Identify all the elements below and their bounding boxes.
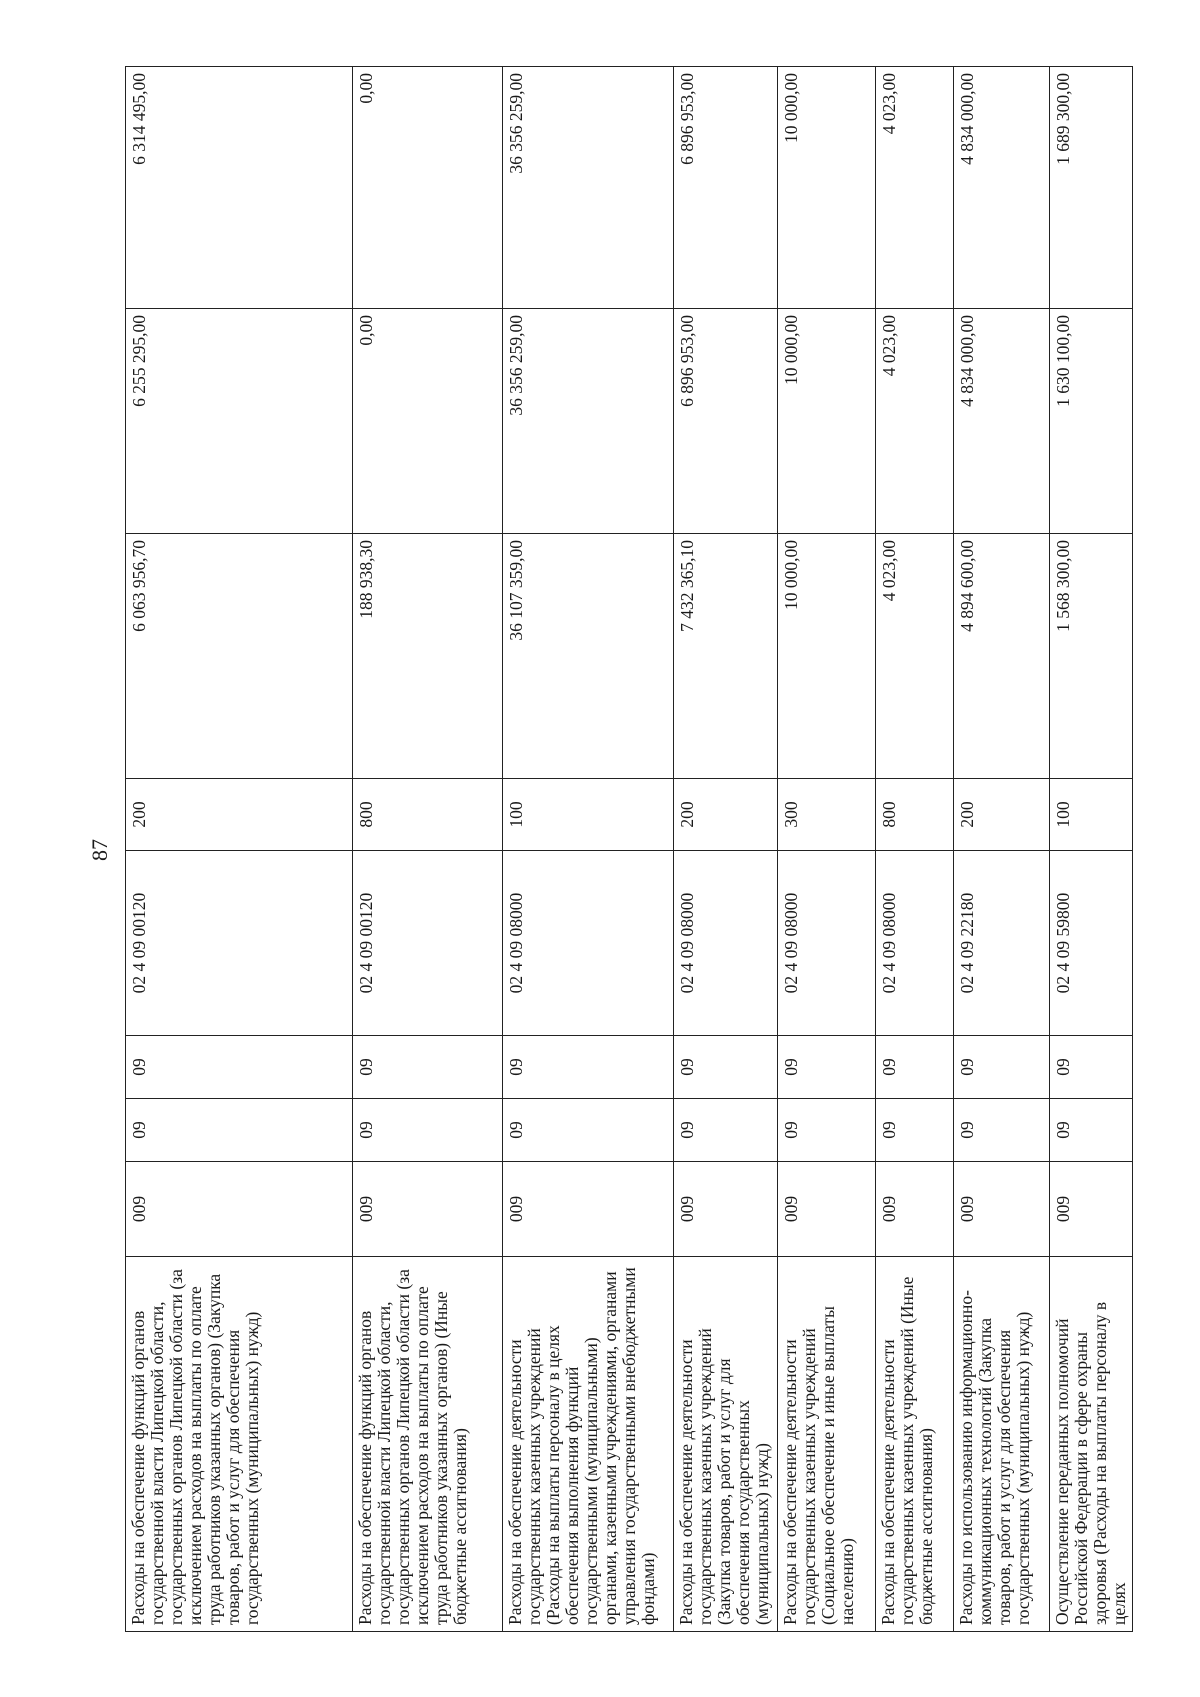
target-article-code: 02 4 09 22180	[954, 851, 1050, 1036]
subsection-code: 09	[126, 1036, 353, 1099]
table-row	[876, 67, 954, 1632]
section-code: 09	[674, 1099, 778, 1162]
amount-year-1: 10 000,00	[778, 534, 876, 779]
amount-year-1: 4 894 600,00	[954, 534, 1050, 779]
expense-type-code: 100	[1050, 779, 1133, 851]
subsection-code: 09	[778, 1036, 876, 1099]
section-code: 09	[778, 1099, 876, 1162]
budget-table-wrapper	[125, 67, 1129, 1632]
subsection-code: 09	[353, 1036, 503, 1099]
amount-year-3: 6 314 495,00	[126, 67, 353, 309]
amount-year-1: 6 063 956,70	[126, 534, 353, 779]
subsection-code: 09	[1050, 1036, 1133, 1099]
ministry-code: 009	[876, 1162, 954, 1257]
ministry-code: 009	[126, 1162, 353, 1257]
amount-year-3: 36 356 259,00	[503, 67, 674, 309]
ministry-code: 009	[353, 1162, 503, 1257]
amount-year-3: 4 834 000,00	[954, 67, 1050, 309]
subsection-code: 09	[876, 1036, 954, 1099]
amount-year-2: 4 834 000,00	[954, 309, 1050, 534]
table-body	[126, 67, 1133, 1632]
amount-year-1: 4 023,00	[876, 534, 954, 779]
amount-year-3: 1 689 300,00	[1050, 67, 1133, 309]
expense-type-code: 300	[778, 779, 876, 851]
target-article-code: 02 4 09 08000	[674, 851, 778, 1036]
amount-year-1: 36 107 359,00	[503, 534, 674, 779]
amount-year-2: 10 000,00	[778, 309, 876, 534]
target-article-code: 02 4 09 08000	[503, 851, 674, 1036]
amount-year-3: 10 000,00	[778, 67, 876, 309]
row-description: Расходы на обеспечение деятельности государственных казенных учреждений (Закупка товаров, работ и услуг для обеспечения государственных (муниципальных) нужд)	[674, 1257, 778, 1632]
section-code: 09	[1050, 1099, 1133, 1162]
row-description: Расходы на обеспечение деятельности государственных казенных учреждений (Расходы на выплаты персоналу в целях обеспечения выполнения функций государственными (муниципальными) органами, казенными учреждениями, органами управления государственными внебюджетными фондами)	[503, 1257, 674, 1632]
amount-year-3: 6 896 953,00	[674, 67, 778, 309]
amount-year-2: 6 255 295,00	[126, 309, 353, 534]
amount-year-1: 188 938,30	[353, 534, 503, 779]
page-number: 87	[87, 839, 112, 861]
row-description: Расходы на обеспечение функций органов государственной власти Липецкой области, государственных органов Липецкой области (за исключением расходов на выплаты по оплате труда работников указанных органов) (Иные бюджетные ассигнования)	[353, 1257, 503, 1632]
expense-type-code: 200	[674, 779, 778, 851]
expense-type-code: 800	[876, 779, 954, 851]
table-row	[1050, 67, 1133, 1632]
ministry-code: 009	[778, 1162, 876, 1257]
row-description: Расходы на обеспечение деятельности государственных казенных учреждений (Социальное обеспечение и иные выплаты населению)	[778, 1257, 876, 1632]
ministry-code: 009	[1050, 1162, 1133, 1257]
amount-year-2: 0,00	[353, 309, 503, 534]
section-code: 09	[954, 1099, 1050, 1162]
section-code: 09	[353, 1099, 503, 1162]
expense-type-code: 100	[503, 779, 674, 851]
amount-year-2: 1 630 100,00	[1050, 309, 1133, 534]
target-article-code: 02 4 09 08000	[876, 851, 954, 1036]
amount-year-2: 6 896 953,00	[674, 309, 778, 534]
expense-type-code: 200	[126, 779, 353, 851]
row-description: Расходы на обеспечение деятельности государственных казенных учреждений (Иные бюджетные ассигнования)	[876, 1257, 954, 1632]
row-description: Расходы на обеспечение функций органов государственной власти Липецкой области, государственных органов Липецкой области (за исключением расходов на выплаты по оплате труда работников указанных органов) (Закупка товаров, работ и услуг для обеспечения государственных (муниципальных) нужд)	[126, 1257, 353, 1632]
section-code: 09	[876, 1099, 954, 1162]
amount-year-3: 0,00	[353, 67, 503, 309]
amount-year-2: 4 023,00	[876, 309, 954, 534]
ministry-code: 009	[954, 1162, 1050, 1257]
target-article-code: 02 4 09 00120	[353, 851, 503, 1036]
table-row	[126, 67, 353, 1632]
amount-year-1: 1 568 300,00	[1050, 534, 1133, 779]
amount-year-2: 36 356 259,00	[503, 309, 674, 534]
expense-type-code: 200	[954, 779, 1050, 851]
budget-table	[125, 66, 1133, 1632]
table-row	[353, 67, 503, 1632]
subsection-code: 09	[954, 1036, 1050, 1099]
target-article-code: 02 4 09 00120	[126, 851, 353, 1036]
expense-type-code: 800	[353, 779, 503, 851]
table-row	[674, 67, 778, 1632]
row-description: Осуществление переданных полномочий Российской Федерации в сфере охраны здоровья (Расходы на выплаты персоналу в целях	[1050, 1257, 1133, 1632]
table-row	[778, 67, 876, 1632]
ministry-code: 009	[674, 1162, 778, 1257]
row-description: Расходы по использованию информационно-коммуникационных технологий (Закупка товаров, работ и услуг для обеспечения государственных (муниципальных) нужд)	[954, 1257, 1050, 1632]
amount-year-1: 7 432 365,10	[674, 534, 778, 779]
subsection-code: 09	[503, 1036, 674, 1099]
subsection-code: 09	[674, 1036, 778, 1099]
section-code: 09	[503, 1099, 674, 1162]
target-article-code: 02 4 09 08000	[778, 851, 876, 1036]
table-row	[954, 67, 1050, 1632]
ministry-code: 009	[503, 1162, 674, 1257]
target-article-code: 02 4 09 59800	[1050, 851, 1133, 1036]
table-row	[503, 67, 674, 1632]
section-code: 09	[126, 1099, 353, 1162]
amount-year-3: 4 023,00	[876, 67, 954, 309]
